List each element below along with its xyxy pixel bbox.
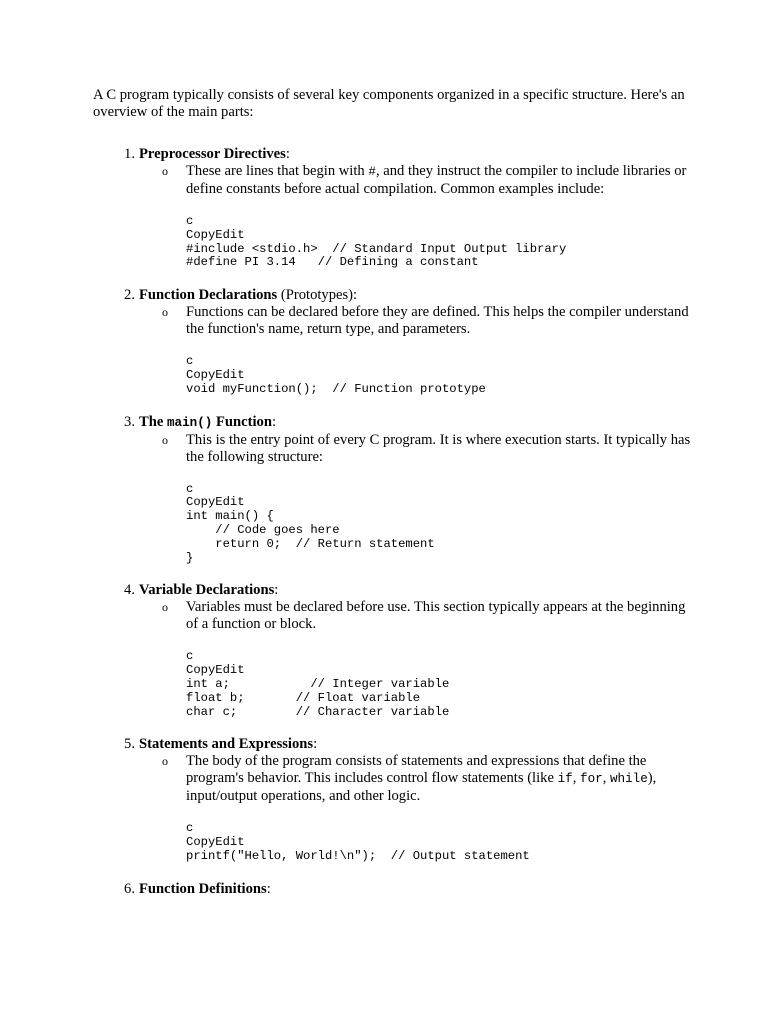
- inline-code: main(): [166, 415, 213, 430]
- section-preprocessor: [93, 146, 693, 270]
- section-title: Statements and Expressions: [139, 736, 314, 753]
- section-function-declarations: [93, 287, 693, 396]
- inline-code: #: [368, 165, 376, 179]
- section-title: Preprocessor Directives: [139, 146, 286, 162]
- code-line: }: [186, 550, 194, 565]
- section-heading: Variable Declarations:: [139, 582, 279, 599]
- section-title: Function Declarations: [139, 287, 278, 304]
- section-number: 6.: [124, 880, 135, 897]
- copy-edit-label[interactable]: CopyEdit: [186, 835, 245, 850]
- section-heading: The main() Function:: [139, 413, 277, 430]
- code-lang: c: [186, 649, 194, 664]
- section-title: Variable Declarations: [139, 582, 275, 599]
- section-variable-declarations: [93, 582, 693, 719]
- section-function-definitions: [93, 881, 693, 898]
- code-line: void myFunction(); // Function prototype: [186, 381, 486, 396]
- section-main-function: [93, 414, 693, 566]
- section-title: Function Definitions: [139, 880, 267, 897]
- code-lang: c: [186, 481, 194, 496]
- copy-edit-label[interactable]: CopyEdit: [186, 227, 245, 242]
- section-number: 4.: [124, 582, 135, 599]
- code-block: [186, 215, 693, 270]
- code-line: printf("Hello, World!\n"); // Output statement: [186, 848, 530, 863]
- code-line: float b; // Float variable: [186, 690, 421, 705]
- section-heading: Preprocessor Directives:: [139, 146, 290, 162]
- section-number: 3.: [124, 413, 135, 430]
- intro-paragraph: A C program typically consists of several key components organized in a specific structure. Here's an overview of the main parts:: [93, 87, 685, 120]
- code-block: [186, 822, 693, 863]
- bullet-item: o This is the entry point of every C program. It is where execution starts. It typically has the following structure:: [162, 431, 691, 465]
- section-number: 2.: [124, 287, 135, 304]
- inline-code: for: [580, 772, 603, 787]
- code-line: int a; // Integer variable: [186, 676, 450, 691]
- inline-code: while: [610, 772, 648, 787]
- section-heading: Statements and Expressions:: [139, 736, 318, 753]
- section-number: 1.: [124, 146, 135, 162]
- bullet-icon: o: [162, 305, 168, 320]
- code-block: [186, 483, 693, 566]
- section-heading: Function Definitions:: [139, 880, 271, 897]
- section-title: The main() Function: [139, 413, 272, 430]
- inline-code: if: [557, 772, 573, 787]
- copy-edit-label[interactable]: CopyEdit: [186, 663, 245, 678]
- bullet-item: o The body of the program consists of statements and expressions that define the program's behavior. This includes control flow statements (like if, for, while), input/output operations, and other logic.: [162, 753, 657, 805]
- section-statements-expressions: [93, 736, 693, 863]
- bullet-item: o Variables must be declared before use. This section typically appears at the beginning of a function or block.: [162, 599, 686, 633]
- bullet-icon: o: [162, 600, 168, 615]
- code-line: return 0; // Return statement: [186, 536, 435, 551]
- bullet-item: o These are lines that begin with #, and they instruct the compiler to include libraries or define constants before actual compilation. Common examples include:: [162, 163, 687, 197]
- bullet-item: o Functions can be declared before they are defined. This helps the compiler understand the function's name, return type, and parameters.: [162, 304, 689, 338]
- code-line: int main() {: [186, 509, 274, 524]
- code-lang: c: [186, 214, 194, 228]
- section-number: 5.: [124, 736, 135, 753]
- code-line: #define PI 3.14 // Defining a constant: [186, 255, 479, 270]
- bullet-icon: o: [162, 754, 168, 769]
- code-line: #include <stdio.h> // Standard Input Output library: [186, 241, 567, 256]
- code-lang: c: [186, 354, 194, 369]
- code-lang: c: [186, 821, 194, 836]
- code-block: [186, 355, 693, 396]
- code-line: // Code goes here: [186, 522, 340, 537]
- document-body: [93, 87, 693, 898]
- copy-edit-label[interactable]: CopyEdit: [186, 367, 245, 382]
- bullet-icon: o: [162, 432, 168, 447]
- copy-edit-label[interactable]: CopyEdit: [186, 495, 245, 510]
- section-heading: Function Declarations (Prototypes):: [139, 287, 358, 304]
- bullet-icon: o: [162, 164, 168, 178]
- code-block: [186, 650, 693, 719]
- code-line: char c; // Character variable: [186, 704, 450, 719]
